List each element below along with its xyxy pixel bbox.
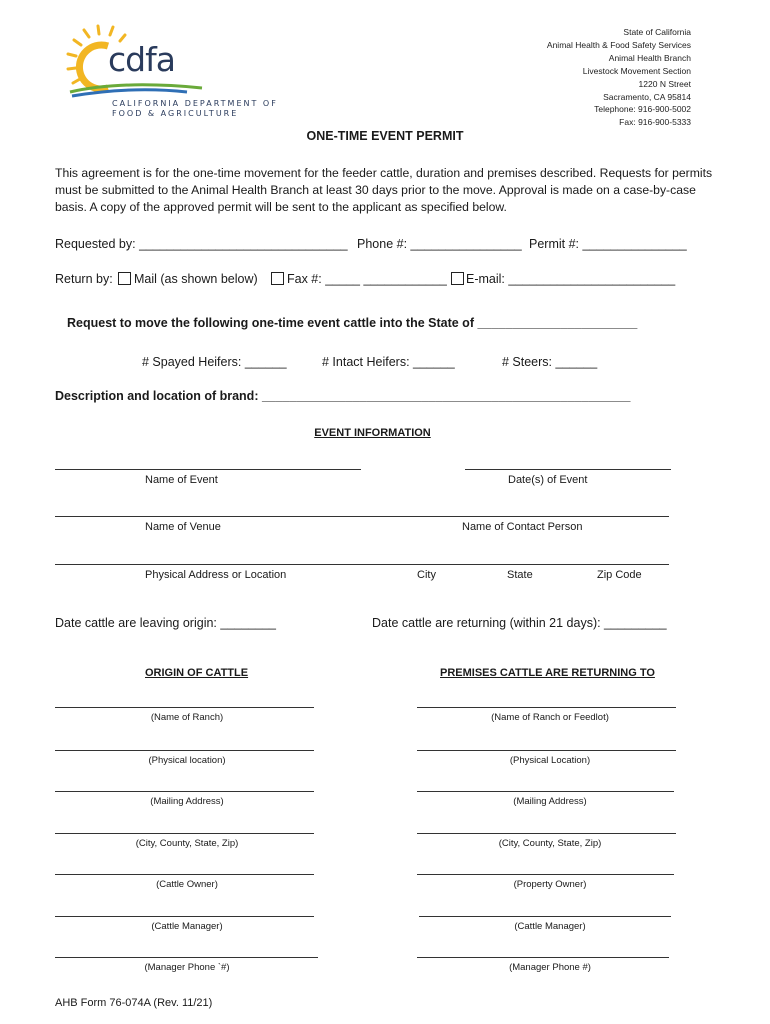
contact-person-label: Name of Contact Person: [462, 521, 583, 533]
date-leaving-field[interactable]: Date cattle are leaving origin: ________: [55, 616, 276, 630]
venue-contact-line[interactable]: [55, 516, 669, 517]
premises-label: (Property Owner): [513, 879, 587, 890]
premises-input-line[interactable]: [417, 707, 676, 708]
department-name: CALIFORNIA DEPARTMENT OF FOOD & AGRICULTURE: [112, 99, 278, 118]
requested-by-field[interactable]: Requested by: ______________________________: [55, 237, 348, 251]
zip-code-label: Zip Code: [597, 569, 642, 581]
premises-label: (Mailing Address): [513, 796, 587, 807]
address-line: Sacramento, CA 95814: [603, 91, 691, 102]
permit-field[interactable]: Permit #: _______________: [529, 237, 687, 251]
address-line: 1220 N Street: [638, 78, 691, 89]
premises-heading: PREMISES CATTLE ARE RETURNING TO: [440, 667, 655, 679]
address-line: Telephone: 916-900-5002: [594, 104, 691, 115]
premises-input-line[interactable]: [417, 874, 674, 875]
premises-input-line[interactable]: [417, 791, 674, 792]
state-label: State: [507, 569, 533, 581]
email-field[interactable]: E-mail: ________________________: [466, 272, 676, 286]
city-label: City: [417, 569, 436, 581]
origin-input-line[interactable]: [55, 750, 314, 751]
brand-description-field[interactable]: Description and location of brand: _____________________________________________________: [55, 389, 631, 403]
intact-heifers-field[interactable]: # Intact Heifers: ______: [322, 355, 455, 369]
premises-label: (City, County, State, Zip): [498, 838, 602, 849]
spayed-heifers-field[interactable]: # Spayed Heifers: ______: [142, 355, 287, 369]
address-line: Animal Health Branch: [608, 52, 691, 63]
phone-field[interactable]: Phone #: ________________: [357, 237, 522, 251]
origin-input-line[interactable]: [55, 791, 314, 792]
origin-label: (Cattle Owner): [156, 879, 218, 890]
origin-input-line[interactable]: [55, 957, 318, 958]
physical-address-label: Physical Address or Location: [145, 569, 287, 581]
name-of-venue-label: Name of Venue: [145, 521, 221, 533]
origin-input-line[interactable]: [55, 916, 314, 917]
origin-input-line[interactable]: [55, 707, 314, 708]
premises-input-line[interactable]: [417, 750, 676, 751]
destination-state-field[interactable]: Request to move the following one-time event cattle into the State of _______________________: [67, 316, 638, 330]
origin-label: (Name of Ranch): [150, 712, 224, 723]
premises-label: (Name of Ranch or Feedlot): [491, 712, 609, 723]
email-checkbox[interactable]: [451, 272, 464, 285]
address-line: Livestock Movement Section: [582, 65, 691, 76]
origin-input-line[interactable]: [55, 874, 314, 875]
premises-input-line[interactable]: [417, 833, 676, 834]
name-of-event-label: Name of Event: [145, 474, 218, 486]
dates-of-event-label: Date(s) of Event: [508, 474, 588, 486]
fax-field[interactable]: Fax #: _____ ____________: [287, 272, 447, 286]
address-line: Fax: 916-900-5333: [619, 117, 691, 128]
mail-option-label: Mail (as shown below): [134, 272, 258, 286]
premises-label: (Cattle Manager): [514, 921, 586, 932]
origin-input-line[interactable]: [55, 833, 314, 834]
form-title: ONE-TIME EVENT PERMIT: [306, 129, 464, 143]
fax-checkbox[interactable]: [271, 272, 284, 285]
address-block: [547, 26, 691, 129]
premises-input-line[interactable]: [417, 957, 669, 958]
origin-label: (City, County, State, Zip): [135, 838, 239, 849]
event-information-heading: EVENT INFORMATION: [314, 427, 431, 439]
origin-label: (Manager Phone `#): [144, 962, 230, 973]
return-by-label: Return by:: [55, 272, 113, 286]
form-number: AHB Form 76-074A (Rev. 11/21): [55, 997, 213, 1009]
origin-label: (Mailing Address): [150, 796, 224, 807]
premises-input-line[interactable]: [419, 916, 671, 917]
address-line: Animal Health & Food Safety Services: [546, 39, 691, 50]
steers-field[interactable]: # Steers: ______: [502, 355, 598, 369]
date-returning-field[interactable]: Date cattle are returning (within 21 days): _________: [372, 616, 667, 630]
event-name-line[interactable]: [55, 469, 361, 470]
event-dates-line[interactable]: [465, 469, 671, 470]
address-line-input[interactable]: [55, 564, 669, 565]
logo-wordmark: cdfa: [108, 40, 175, 79]
premises-label: (Manager Phone #): [509, 962, 591, 973]
address-line: State of California: [623, 27, 691, 37]
mail-checkbox[interactable]: [118, 272, 131, 285]
origin-heading: ORIGIN OF CATTLE: [145, 667, 249, 679]
origin-label: (Physical location): [148, 755, 226, 766]
intro-paragraph: This agreement is for the one-time movement for the feeder cattle, duration and premises described. Requests for permits must be submitted to the Animal Health Branch at least 30 days prior to the move. Approval is made on a case-by-case basis. A copy of the approved permit will be sent to the applicant as specified below.: [55, 166, 713, 214]
premises-label: (Physical Location): [509, 755, 591, 766]
origin-label: (Cattle Manager): [151, 921, 223, 932]
